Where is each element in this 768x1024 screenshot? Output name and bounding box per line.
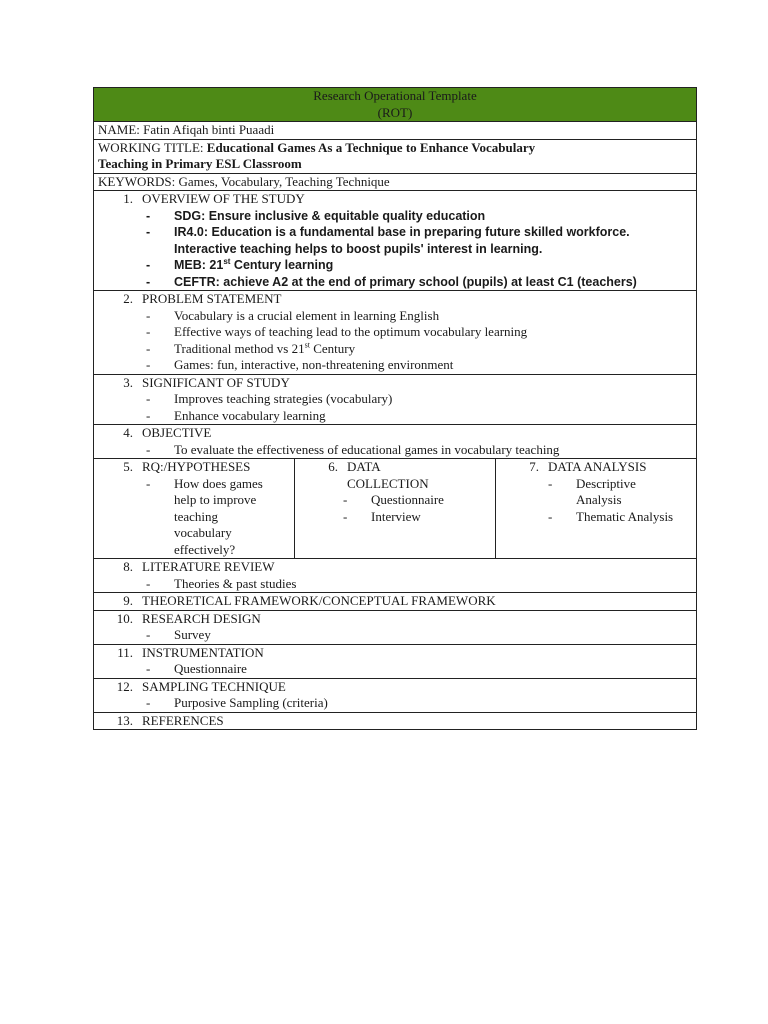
section-number: 11. bbox=[117, 644, 133, 660]
list-item: - IR4.0: Education is a fundamental base in preparing future skilled workforce. Interactive teaching helps to boost pupils' interest in learning. bbox=[146, 225, 630, 256]
header-row bbox=[94, 88, 697, 122]
bullet-dash: - bbox=[146, 695, 151, 710]
section-number: 8. bbox=[123, 559, 133, 574]
table-header bbox=[94, 88, 697, 122]
bullet-dash: - bbox=[146, 208, 151, 223]
section-title: RESEARCH DESIGN bbox=[142, 610, 261, 626]
working-title-row bbox=[94, 139, 697, 173]
section-number: 7. bbox=[529, 459, 539, 474]
section-significance bbox=[94, 374, 697, 425]
list-item: - Thematic Analysis bbox=[548, 508, 674, 524]
section-number: 10. bbox=[116, 610, 133, 626]
list-item: - To evaluate the effectiveness of educational games in vocabulary teaching bbox=[146, 441, 560, 457]
keywords-row: KEYWORDS: Games, Vocabulary, Teaching Technique bbox=[94, 173, 697, 191]
working-title-line2: Teaching in Primary ESL Classroom bbox=[98, 156, 302, 171]
section-title: DATA ANALYSIS bbox=[548, 459, 647, 474]
section-sampling-technique bbox=[94, 678, 697, 712]
list-item: - Effective ways of teaching lead to the optimum vocabulary learning bbox=[146, 324, 528, 339]
section-data-collection bbox=[295, 459, 496, 559]
section-research-design bbox=[94, 610, 697, 644]
list-item: - Descriptive Analysis bbox=[548, 475, 636, 507]
list-item: - Improves teaching strategies (vocabulary) bbox=[146, 391, 393, 406]
bullet-dash: - bbox=[548, 475, 553, 491]
section-number: 6. bbox=[328, 459, 338, 474]
section-number: 12. bbox=[116, 678, 133, 694]
section-number: 3. bbox=[123, 374, 133, 390]
bullet-dash: - bbox=[548, 508, 553, 524]
bullet-dash: - bbox=[146, 258, 151, 272]
section-title: OVERVIEW OF THE STUDY bbox=[142, 191, 305, 206]
list-item: - Games: fun, interactive, non-threatening environment bbox=[146, 357, 454, 372]
bullet-dash: - bbox=[146, 225, 151, 239]
working-title-label: WORKING TITLE: bbox=[98, 139, 207, 155]
name-row: NAME: Fatin Afiqah binti Puaadi bbox=[94, 122, 697, 140]
section-title: DATA bbox=[347, 459, 381, 474]
list-item: - Questionnaire bbox=[343, 492, 444, 507]
bullet-dash: - bbox=[146, 391, 151, 406]
list-item: - Vocabulary is a crucial element in learning English bbox=[146, 307, 440, 323]
bullet-dash: - bbox=[146, 575, 151, 591]
bullet-dash: - bbox=[343, 508, 348, 524]
section-title: LITERATURE REVIEW bbox=[142, 559, 275, 574]
list-item: - Interview bbox=[343, 508, 421, 524]
section-literature-review bbox=[94, 559, 697, 593]
bullet-dash: - bbox=[146, 340, 151, 356]
section-title: THEORETICAL FRAMEWORK/CONCEPTUAL FRAMEWORK bbox=[142, 593, 496, 608]
section-problem-statement bbox=[94, 291, 697, 375]
bullet-dash: - bbox=[146, 441, 151, 457]
section-number: 5. bbox=[123, 459, 133, 474]
list-item: - Questionnaire bbox=[146, 661, 247, 676]
section-number: 13. bbox=[116, 712, 133, 728]
section-instrumentation bbox=[94, 644, 697, 678]
bullet-dash: - bbox=[146, 357, 151, 372]
three-column-row bbox=[94, 459, 697, 559]
list-item: - SDG: Ensure inclusive & equitable quality education bbox=[146, 208, 486, 223]
section-number: 2. bbox=[123, 291, 133, 306]
section-number: 4. bbox=[123, 425, 133, 440]
list-item: - Survey bbox=[146, 627, 211, 642]
working-title-line1: Educational Games As a Technique to Enhance Vocabulary bbox=[206, 139, 536, 155]
section-hypotheses bbox=[94, 459, 295, 559]
section-references bbox=[94, 712, 697, 730]
list-item: - CEFTR: achieve A2 at the end of primary school (pupils) at least C1 (teachers) bbox=[146, 274, 637, 289]
list-item: - Purposive Sampling (criteria) bbox=[146, 695, 328, 710]
section-objective bbox=[94, 425, 697, 459]
bullet-dash: - bbox=[146, 307, 151, 323]
section-title: RQ:/HYPOTHESES bbox=[142, 459, 251, 474]
section-title: PROBLEM STATEMENT bbox=[142, 291, 282, 306]
rot-table bbox=[93, 87, 697, 730]
bullet-dash: - bbox=[146, 407, 151, 423]
list-item: - How does games help to improve teaching vocabulary effectively? bbox=[146, 475, 263, 557]
section-overview bbox=[94, 191, 697, 291]
list-item: - MEB: 21st Century learning bbox=[146, 256, 334, 272]
section-title: SIGNIFICANT OF STUDY bbox=[142, 374, 290, 390]
list-item: - Traditional method vs 21st Century bbox=[146, 340, 356, 356]
bullet-dash: - bbox=[146, 627, 151, 642]
header-title: Research Operational Template bbox=[313, 88, 477, 103]
list-item: - Theories & past studies bbox=[146, 575, 297, 591]
bullet-dash: - bbox=[146, 324, 151, 339]
section-title: REFERENCES bbox=[142, 712, 224, 728]
bullet-dash: - bbox=[146, 661, 151, 676]
bullet-dash: - bbox=[146, 274, 151, 289]
section-framework bbox=[94, 593, 697, 611]
section-title: INSTRUMENTATION bbox=[142, 644, 264, 660]
bullet-dash: - bbox=[343, 492, 348, 507]
section-number: 1. bbox=[123, 191, 133, 206]
bullet-dash: - bbox=[146, 475, 151, 491]
section-title: SAMPLING TECHNIQUE bbox=[142, 678, 286, 694]
section-data-analysis bbox=[496, 459, 697, 559]
section-title-continued: COLLECTION bbox=[347, 475, 429, 491]
list-item: - Enhance vocabulary learning bbox=[146, 407, 326, 423]
section-number: 9. bbox=[123, 593, 133, 608]
section-title: OBJECTIVE bbox=[142, 425, 212, 440]
header-subtitle: (ROT) bbox=[377, 104, 413, 120]
